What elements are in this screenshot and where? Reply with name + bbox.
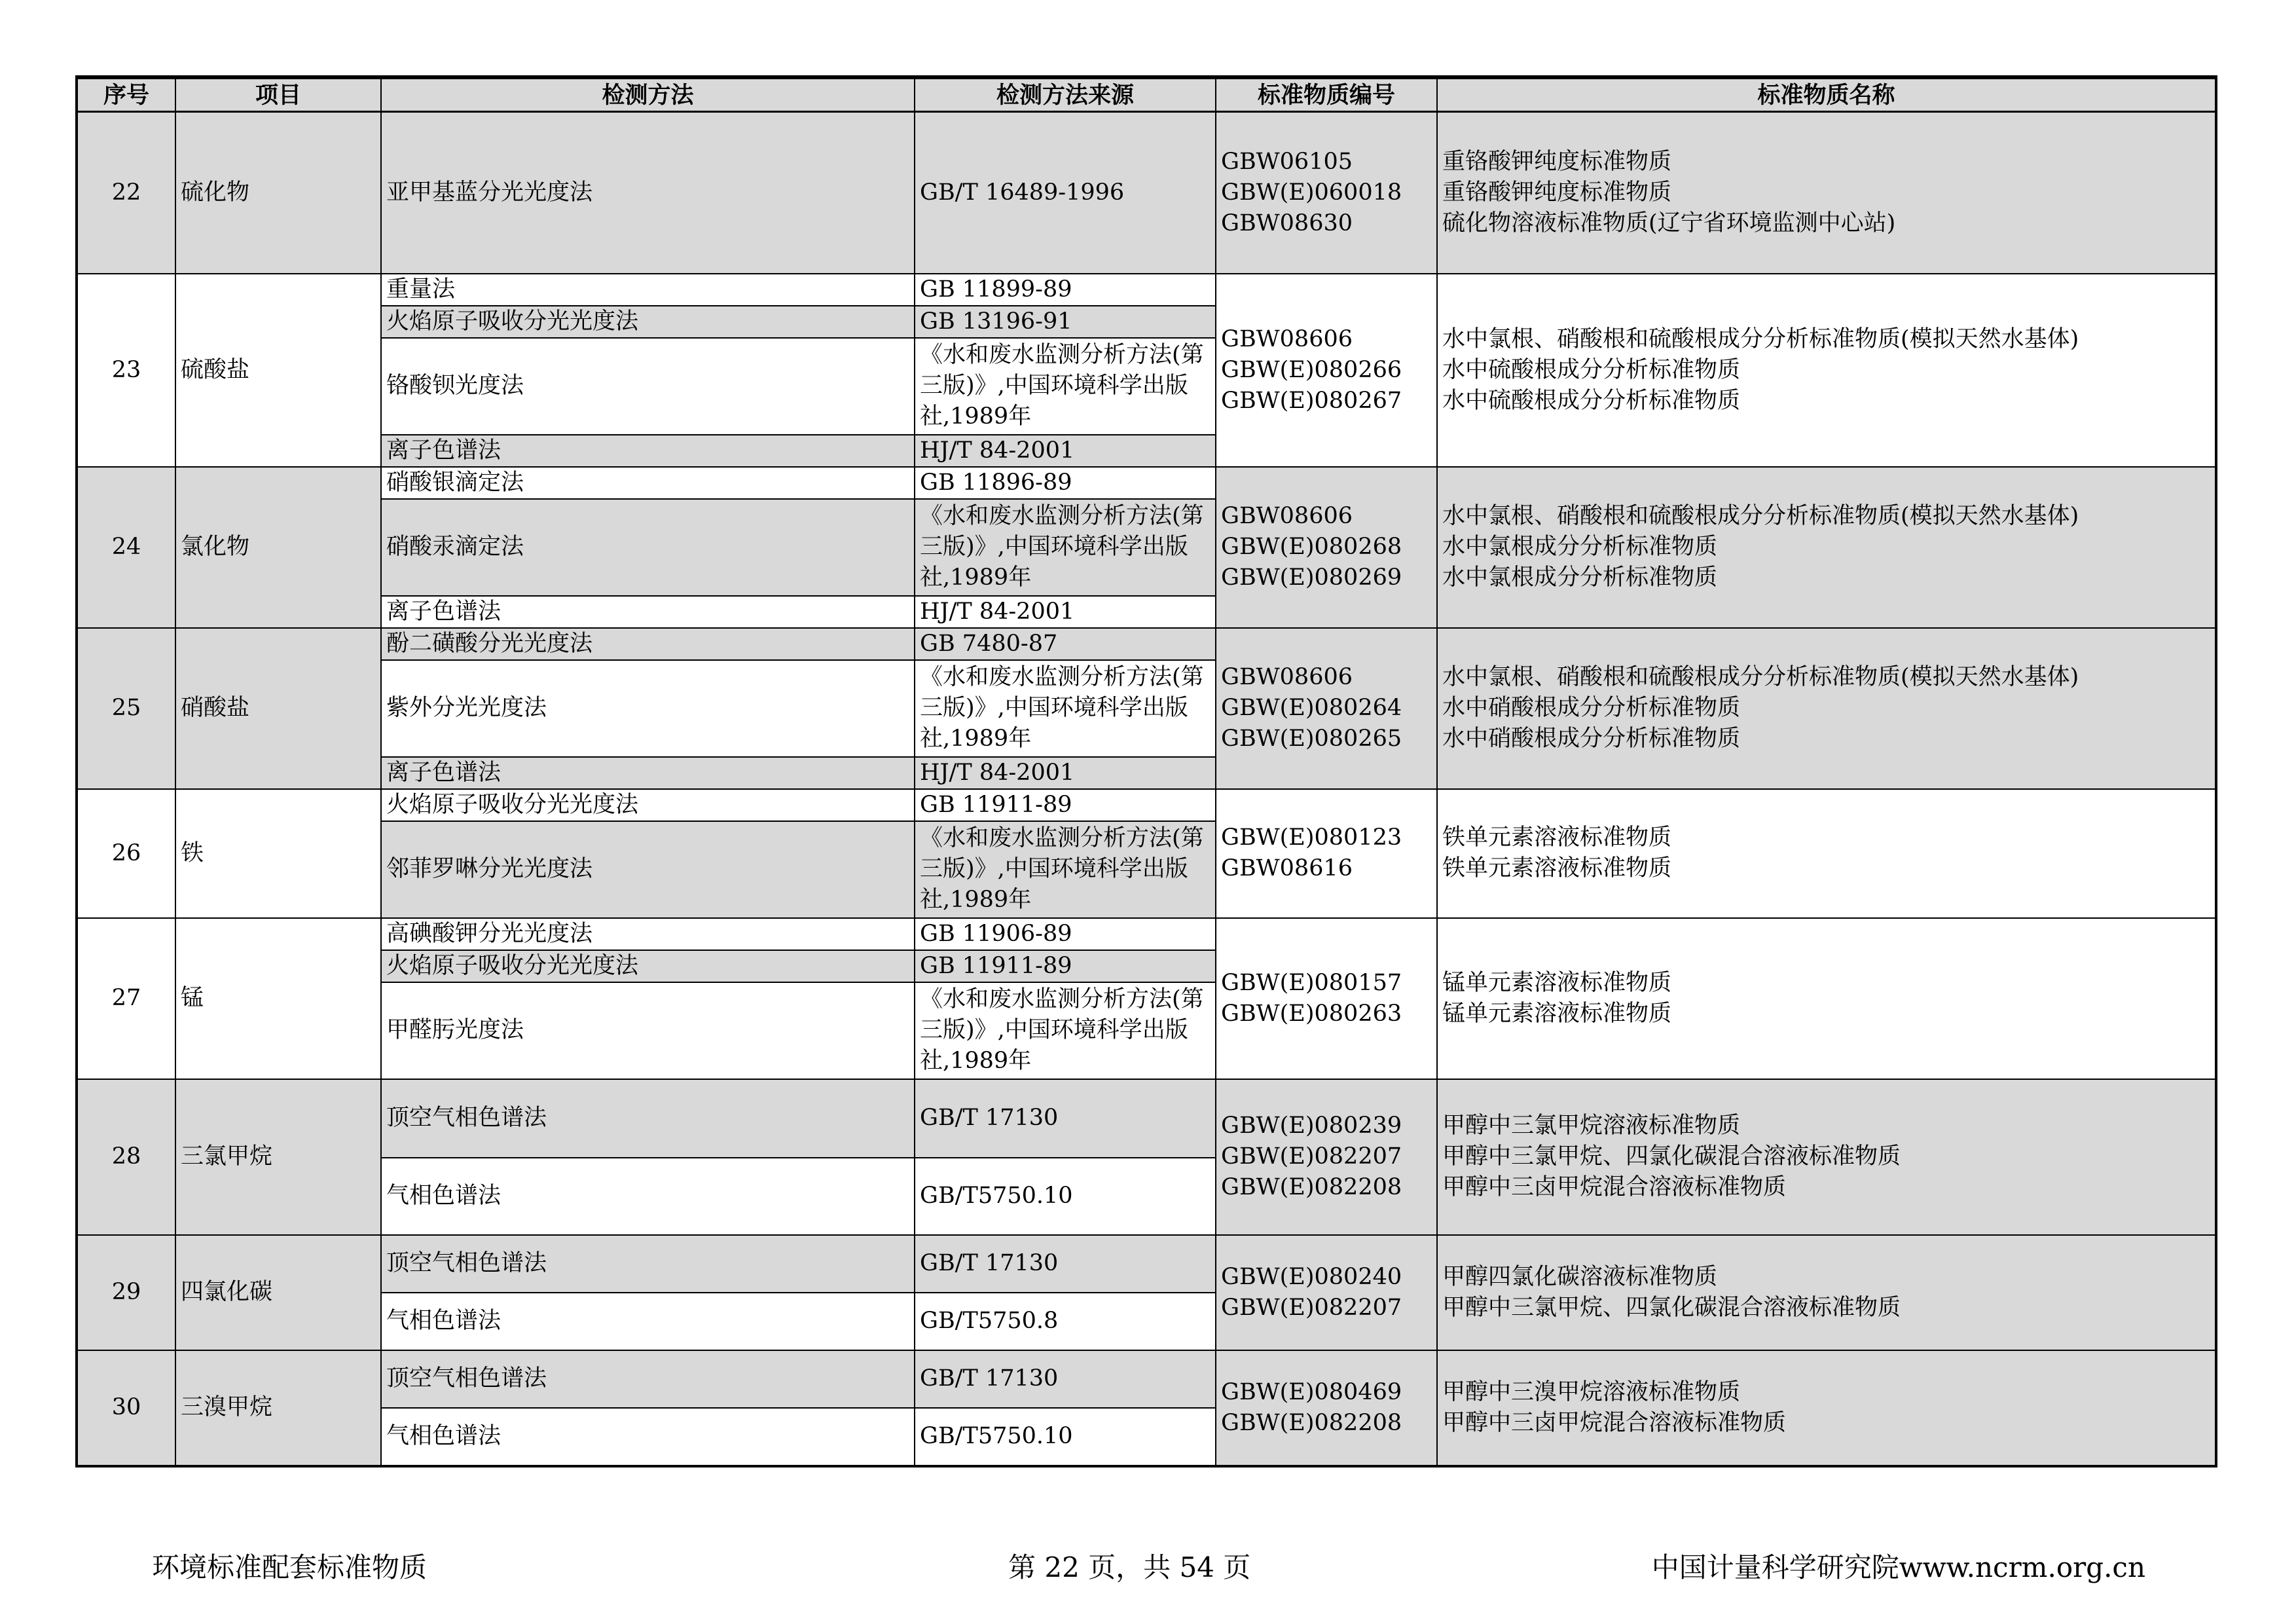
material-codes [1216, 1079, 1437, 1235]
item-name: 硝酸盐 [175, 628, 381, 789]
material-name: 铁单元素溶液标准物质 [1442, 824, 1672, 851]
material-codes [1216, 1350, 1437, 1466]
material-name: 甲醇中三氯甲烷、四氯化碳混合溶液标准物质 [1442, 1294, 1901, 1321]
material-name: 甲醇中三卤甲烷混合溶液标准物质 [1442, 1409, 1787, 1436]
standards-table [77, 77, 2216, 1466]
material-code: GBW(E)080267 [1221, 387, 1402, 414]
material-name: 铁单元素溶液标准物质 [1442, 855, 1672, 881]
material-name: 甲醇中三氯甲烷溶液标准物质 [1442, 1113, 1741, 1139]
material-name: 水中氯根成分分析标准物质 [1442, 564, 1718, 591]
material-name: 水中硝酸根成分分析标准物质 [1442, 726, 1741, 752]
detection-method: 紫外分光光度法 [381, 660, 915, 757]
item-name: 硫化物 [175, 112, 381, 274]
material-names [1437, 112, 2215, 274]
detection-method: 重量法 [381, 274, 915, 306]
material-name: 甲醇中三卤甲烷混合溶液标准物质 [1442, 1174, 1787, 1200]
material-code: GBW(E)080240 [1221, 1263, 1402, 1290]
method-source: GB/T5750.10 [915, 1408, 1216, 1466]
material-name: 甲醇中三氯甲烷、四氯化碳混合溶液标准物质 [1442, 1143, 1901, 1170]
material-codes [1216, 274, 1437, 467]
detection-method: 气相色谱法 [381, 1158, 915, 1235]
material-codes [1216, 789, 1437, 918]
row-number: 28 [77, 1079, 175, 1235]
detection-method: 顶空气相色谱法 [381, 1079, 915, 1158]
material-name: 水中硫酸根成分分析标准物质 [1442, 356, 1741, 383]
detection-method: 离子色谱法 [381, 596, 915, 628]
item-name: 四氯化碳 [175, 1235, 381, 1350]
material-codes [1216, 1235, 1437, 1350]
material-code: GBW06105 [1221, 148, 1353, 175]
material-names [1437, 918, 2215, 1079]
method-source: GB/T 17130 [915, 1350, 1216, 1408]
material-names [1437, 628, 2215, 789]
method-source: GB 13196-91 [915, 306, 1216, 338]
material-code: GBW(E)080265 [1221, 726, 1402, 752]
item-name: 硫酸盐 [175, 274, 381, 467]
method-source: GB/T 17130 [915, 1235, 1216, 1293]
material-codes [1216, 467, 1437, 628]
material-code: GBW(E)080264 [1221, 695, 1402, 721]
item-name: 氯化物 [175, 467, 381, 628]
table-row [77, 789, 2215, 821]
item-name: 三溴甲烷 [175, 1350, 381, 1466]
material-code: GBW(E)080268 [1221, 534, 1402, 560]
material-code: GBW(E)080263 [1221, 1000, 1402, 1027]
material-names [1437, 1350, 2215, 1466]
method-source: HJ/T 84-2001 [915, 757, 1216, 789]
header-method-source: 检测方法来源 [915, 78, 1216, 112]
material-names [1437, 1235, 2215, 1350]
footer-page-number: 第 22 页，共 54 页 [1008, 1551, 1251, 1583]
table-row [77, 1079, 2215, 1158]
material-name: 重铬酸钾纯度标准物质 [1442, 148, 1672, 175]
table-row [77, 628, 2215, 660]
detection-method: 硝酸银滴定法 [381, 467, 915, 499]
material-code: GBW08606 [1221, 503, 1353, 529]
header-method: 检测方法 [381, 78, 915, 112]
material-code: GBW(E)082207 [1221, 1294, 1402, 1321]
method-source: 《水和废水监测分析方法(第三版)》,中国环境科学出版社,1989年 [915, 660, 1216, 757]
material-name: 重铬酸钾纯度标准物质 [1442, 179, 1672, 206]
material-name: 甲醇中三溴甲烷溶液标准物质 [1442, 1378, 1741, 1405]
method-source: HJ/T 84-2001 [915, 596, 1216, 628]
table-row [77, 274, 2215, 306]
detection-method: 火焰原子吸收分光光度法 [381, 789, 915, 821]
method-source: 《水和废水监测分析方法(第三版)》,中国环境科学出版社,1989年 [915, 982, 1216, 1079]
method-source: GB 7480-87 [915, 628, 1216, 660]
material-code: GBW(E)082207 [1221, 1143, 1402, 1170]
detection-method: 甲醛肟光度法 [381, 982, 915, 1079]
table-body [77, 112, 2215, 1466]
material-names [1437, 467, 2215, 628]
material-code: GBW(E)080266 [1221, 356, 1402, 383]
material-name: 水中氯根、硝酸根和硫酸根成分分析标准物质(模拟天然水基体) [1442, 503, 2079, 529]
detection-method: 离子色谱法 [381, 435, 915, 467]
row-number: 30 [77, 1350, 175, 1466]
table-header-row [77, 78, 2215, 112]
method-source: GB/T5750.10 [915, 1158, 1216, 1235]
method-source: HJ/T 84-2001 [915, 435, 1216, 467]
item-name: 锰 [175, 918, 381, 1079]
method-source: GB 11899-89 [915, 274, 1216, 306]
material-name: 水中硫酸根成分分析标准物质 [1442, 387, 1741, 414]
footer-document-title: 环境标准配套标准物质 [152, 1551, 428, 1583]
row-number: 23 [77, 274, 175, 467]
detection-method: 火焰原子吸收分光光度法 [381, 306, 915, 338]
detection-method: 高碘酸钾分光光度法 [381, 918, 915, 950]
method-source: 《水和废水监测分析方法(第三版)》,中国环境科学出版社,1989年 [915, 821, 1216, 918]
method-source: 《水和废水监测分析方法(第三版)》,中国环境科学出版社,1989年 [915, 499, 1216, 596]
method-source: GB 11896-89 [915, 467, 1216, 499]
material-codes [1216, 112, 1437, 274]
method-source: GB 11911-89 [915, 789, 1216, 821]
material-name: 锰单元素溶液标准物质 [1442, 1000, 1672, 1027]
material-code: GBW(E)082208 [1221, 1174, 1402, 1200]
header-no: 序号 [77, 78, 175, 112]
material-codes [1216, 628, 1437, 789]
material-code: GBW(E)080123 [1221, 824, 1402, 851]
row-number: 27 [77, 918, 175, 1079]
material-code: GBW08630 [1221, 210, 1353, 236]
detection-method: 酚二磺酸分光光度法 [381, 628, 915, 660]
footer-institute: 中国计量科学研究院www.ncrm.org.cn [1651, 1551, 2145, 1583]
material-name: 水中硝酸根成分分析标准物质 [1442, 695, 1741, 721]
material-code: GBW08616 [1221, 855, 1353, 881]
material-code: GBW(E)080239 [1221, 1113, 1402, 1139]
material-name: 水中氯根成分分析标准物质 [1442, 534, 1718, 560]
material-code: GBW(E)080469 [1221, 1378, 1402, 1405]
table-row [77, 1350, 2215, 1408]
header-material-code: 标准物质编号 [1216, 78, 1437, 112]
material-codes [1216, 918, 1437, 1079]
table-row [77, 112, 2215, 274]
material-code: GBW08606 [1221, 664, 1353, 690]
detection-method: 邻菲罗啉分光光度法 [381, 821, 915, 918]
header-material-name: 标准物质名称 [1437, 78, 2215, 112]
row-number: 26 [77, 789, 175, 918]
detection-method: 顶空气相色谱法 [381, 1350, 915, 1408]
item-name: 铁 [175, 789, 381, 918]
material-code: GBW(E)082208 [1221, 1409, 1402, 1436]
method-source: GB/T 17130 [915, 1079, 1216, 1158]
detection-method: 气相色谱法 [381, 1293, 915, 1350]
material-code: GBW(E)060018 [1221, 179, 1402, 206]
material-name: 锰单元素溶液标准物质 [1442, 969, 1672, 996]
material-name: 甲醇四氯化碳溶液标准物质 [1442, 1263, 1718, 1290]
detection-method: 气相色谱法 [381, 1408, 915, 1466]
material-names [1437, 274, 2215, 467]
row-number: 22 [77, 112, 175, 274]
material-names [1437, 1079, 2215, 1235]
item-name: 三氯甲烷 [175, 1079, 381, 1235]
detection-method: 火焰原子吸收分光光度法 [381, 950, 915, 982]
row-number: 25 [77, 628, 175, 789]
material-names [1437, 789, 2215, 918]
material-name: 硫化物溶液标准物质(辽宁省环境监测中心站) [1442, 210, 1896, 236]
detection-method: 硝酸汞滴定法 [381, 499, 915, 596]
material-name: 水中氯根、硝酸根和硫酸根成分分析标准物质(模拟天然水基体) [1442, 664, 2079, 690]
detection-method: 顶空气相色谱法 [381, 1235, 915, 1293]
detection-method: 亚甲基蓝分光光度法 [381, 112, 915, 274]
row-number: 24 [77, 467, 175, 628]
method-source: GB 11906-89 [915, 918, 1216, 950]
row-number: 29 [77, 1235, 175, 1350]
material-name: 水中氯根、硝酸根和硫酸根成分分析标准物质(模拟天然水基体) [1442, 325, 2079, 352]
material-code: GBW08606 [1221, 325, 1353, 352]
method-source: GB/T 16489-1996 [915, 112, 1216, 274]
method-source: GB 11911-89 [915, 950, 1216, 982]
table-row [77, 1235, 2215, 1293]
table-row [77, 918, 2215, 950]
header-item: 项目 [175, 78, 381, 112]
method-source: GB/T5750.8 [915, 1293, 1216, 1350]
detection-method: 铬酸钡光度法 [381, 338, 915, 435]
method-source: 《水和废水监测分析方法(第三版)》,中国环境科学出版社,1989年 [915, 338, 1216, 435]
material-code: GBW(E)080269 [1221, 564, 1402, 591]
material-code: GBW(E)080157 [1221, 969, 1402, 996]
detection-method: 离子色谱法 [381, 757, 915, 789]
table-row [77, 467, 2215, 499]
